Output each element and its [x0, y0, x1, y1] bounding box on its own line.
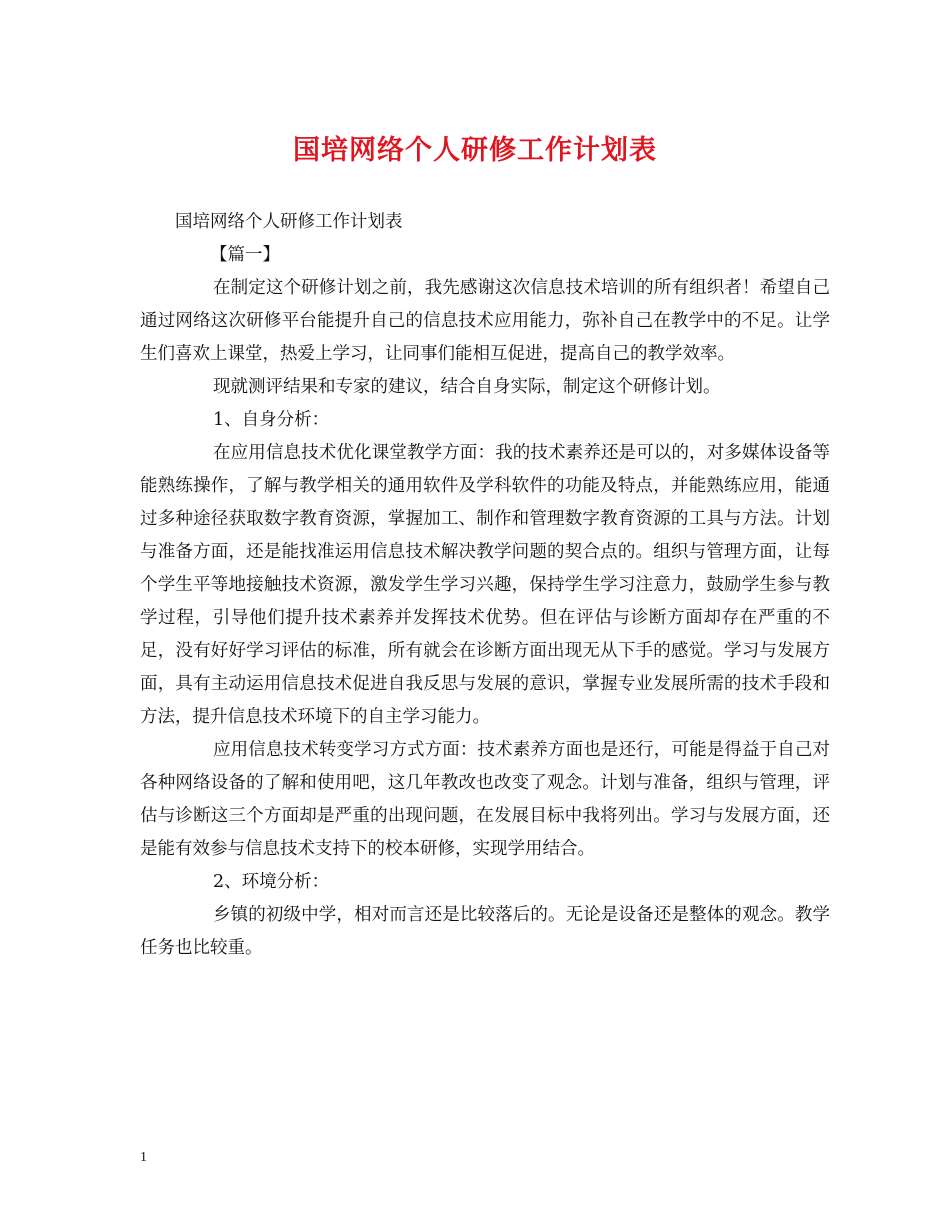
paragraph-intro: 在制定这个研修计划之前，我先感谢这次信息技术培训的所有组织者！希望自己通过网络这次研修平台能提升自己的信息技术应用能力，弥补自己在教学中的不足。让学生们喜欢上课堂，热爱上学习，让同事们能相互促进，提高自己的教学效率。 [140, 278, 830, 364]
document-title: 国培网络个人研修工作计划表 [293, 135, 657, 166]
section-tag: 【篇一】 [210, 245, 280, 265]
paragraph-environment: 乡镇的初级中学，相对而言还是比较落后的。无论是设备还是整体的观念。教学任务也比较重。 [140, 905, 830, 958]
document-body [140, 206, 830, 965]
heading-self-analysis: 1、自身分析： [213, 410, 330, 430]
paragraph-learning-transformation: 应用信息技术转变学习方式方面：技术素养方面也是还行，可能是得益于自己对各种网络设备的了解和使用吧，这几年教改也改变了观念。计划与准备，组织与管理，评估与诊断这三个方面却是严重的出现问题，在发展目标中我将列出。学习与发展方面，还是能有效参与信息技术支持下的校本研修，实现学用结合。 [140, 740, 830, 859]
paragraph-classroom-optimization: 在应用信息技术优化课堂教学方面：我的技术素养还是可以的，对多媒体设备等能熟练操作，了解与教学相关的通用软件及学科软件的功能及特点，并能熟练应用，能通过多种途径获取数字教育资源，掌握加工、制作和管理数字教育资源的工具与方法。计划与准备方面，还是能找准运用信息技术解决教学问题的契合点的。组织与管理方面，让每个学生平等地接触技术资源，激发学生学习兴趣，保持学生学习注意力，鼓励学生参与教学过程，引导他们提升技术素养并发挥技术优势。但在评估与诊断方面却存在严重的不足，没有好好学习评估的标准，所有就会在诊断方面出现无从下手的感觉。学习与发展方面，具有主动运用信息技术促进自我反思与发展的意识，掌握专业发展所需的技术手段和方法，提升信息技术环境下的自主学习能力。 [140, 443, 830, 727]
page-number: 1 [140, 1150, 147, 1165]
paragraph-plan-basis: 现就测评结果和专家的建议，结合自身实际，制定这个研修计划。 [213, 377, 721, 397]
document-subtitle: 国培网络个人研修工作计划表 [175, 212, 403, 232]
heading-environment-analysis: 2、环境分析： [213, 872, 330, 892]
